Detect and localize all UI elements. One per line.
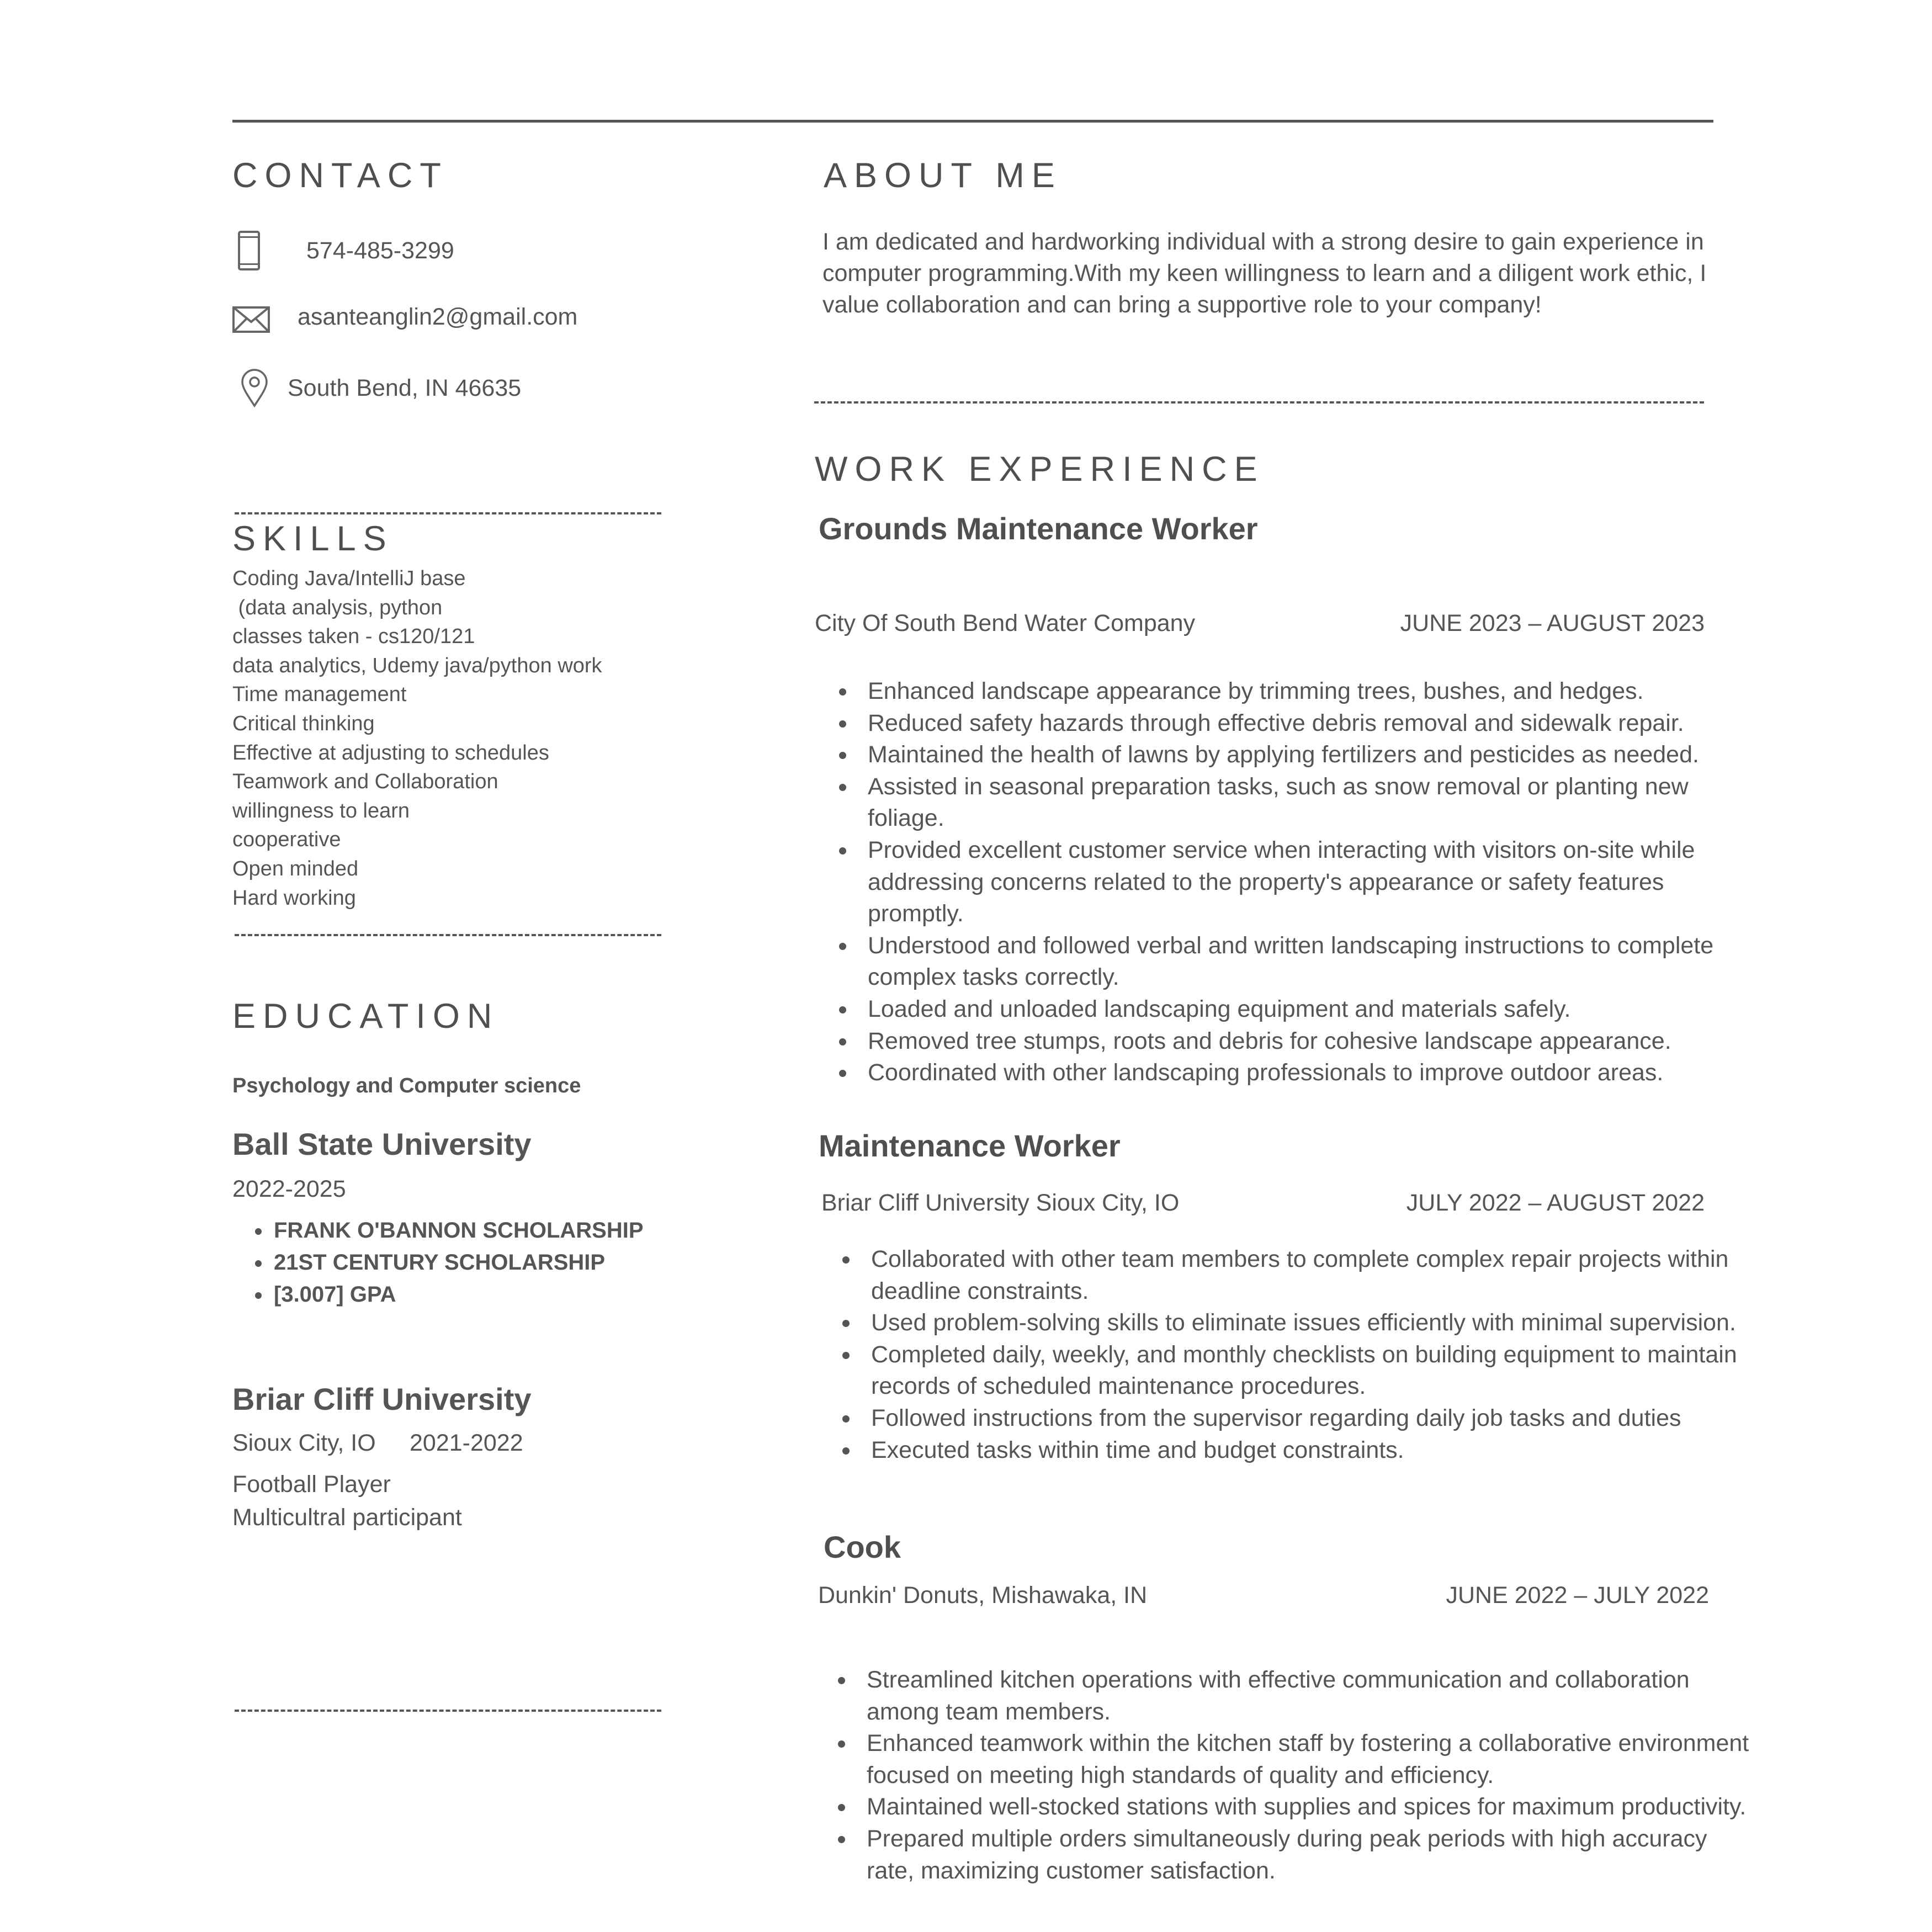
job-bullet: • Assisted in seasonal preparation tasks, such as snow removal or planting new foliage. — [857, 771, 1740, 835]
skill-item: Effective at adjusting to schedules — [232, 741, 549, 765]
contact-phone-row — [232, 231, 454, 270]
skill-item: willingness to learn — [232, 799, 410, 822]
contact-phone: 574-485-3299 — [306, 237, 454, 264]
job-bullets — [827, 1664, 1750, 1887]
school-years: 2021-2022 — [410, 1430, 523, 1456]
job-bullet: • Removed tree stumps, roots and debris for cohesive landscape appearance. — [857, 1026, 1740, 1058]
contact-location: South Bend, IN 46635 — [288, 374, 522, 401]
contact-divider — [235, 512, 661, 514]
job-title: Maintenance Worker — [819, 1128, 1121, 1163]
skill-item: Hard working — [232, 886, 356, 910]
mail-icon — [232, 306, 266, 328]
about-text: I am dedicated and hardworking individual with a strong desire to gain experience in computer programming.With my keen willingness to learn and a diligent work ethic, I value collaboration and can bring a supportive role to your company! — [822, 229, 1707, 318]
job-bullet: • Maintained well-stocked stations with supplies and spices for maximum productivity. — [856, 1791, 1750, 1823]
about-heading: ABOUT ME — [824, 156, 1062, 195]
education-field: Psychology and Computer science — [232, 1074, 581, 1097]
job-company: City Of South Bend Water Company — [815, 610, 1196, 636]
education-heading: EDUCATION — [232, 997, 500, 1036]
job-bullet: • Enhanced teamwork within the kitchen staff by fostering a collaborative environment focused on meeting high standards of quality and efficiency. — [856, 1728, 1750, 1791]
skill-item: (data analysis, python — [232, 596, 443, 619]
job-bullet: • Prepared multiple orders simultaneously during peak periods with high accuracy rate, maximizing customer satisfaction. — [856, 1823, 1750, 1887]
skill-item: Teamwork and Collaboration — [232, 770, 498, 794]
school-activity: Football Player — [232, 1471, 391, 1498]
job-dates: JUNE 2022 – JULY 2022 — [1446, 1582, 1709, 1609]
school-activity: Multicultral participant — [232, 1504, 462, 1531]
skill-item: classes taken - cs120/121 — [232, 625, 475, 649]
job-title: Grounds Maintenance Worker — [819, 511, 1258, 546]
job-bullets — [831, 1244, 1743, 1466]
school-name: Ball State University — [232, 1127, 532, 1161]
education-divider — [235, 1710, 661, 1712]
skills-list — [232, 564, 602, 912]
skill-item: Open minded — [232, 857, 359, 880]
top-divider — [232, 120, 1713, 123]
skill-item: Coding Java/IntelliJ base — [232, 567, 466, 590]
job-bullet: • Used problem-solving skills to eliminate issues efficiently with minimal supervision. — [860, 1307, 1743, 1339]
work-heading: WORK EXPERIENCE — [815, 450, 1265, 489]
job-bullets — [828, 676, 1740, 1089]
school-years: 2022-2025 — [232, 1176, 346, 1202]
job-dates: JUNE 2023 – AUGUST 2023 — [1400, 610, 1705, 636]
contact-email: asanteanglin2@gmail.com — [298, 304, 578, 330]
job-company: Dunkin' Donuts, Mishawaka, IN — [818, 1582, 1148, 1609]
skills-heading: SKILLS — [232, 519, 394, 558]
job-bullet: • Provided excellent customer service when interacting with visitors on-site while addressing concerns related to the property's appearance or safety features promptly. — [857, 835, 1740, 930]
job-bullet: • Collaborated with other team members to complete complex repair projects within deadline constraints. — [860, 1244, 1743, 1307]
job-bullet: • Executed tasks within time and budget constraints. — [860, 1435, 1743, 1467]
job-bullet: • Completed daily, weekly, and monthly checklists on building equipment to maintain records of scheduled maintenance procedures. — [860, 1339, 1743, 1403]
skill-item: Time management — [232, 683, 407, 707]
job-bullet: • Reduced safety hazards through effective debris removal and sidewalk repair. — [857, 708, 1740, 740]
honor-item: • [3.007] GPA — [272, 1278, 644, 1310]
honors-list — [243, 1214, 644, 1310]
honor-item: • 21ST CENTURY SCHOLARSHIP — [272, 1246, 644, 1278]
skill-item: data analytics, Udemy java/python work — [232, 654, 602, 677]
job-title: Cook — [824, 1530, 901, 1564]
job-bullet: • Followed instructions from the supervisor regarding daily job tasks and duties — [860, 1403, 1743, 1435]
contact-email-row — [232, 304, 577, 331]
contact-location-row — [232, 369, 521, 407]
location-pin-icon — [240, 369, 269, 407]
contact-heading: CONTACT — [232, 156, 448, 195]
job-dates: JULY 2022 – AUGUST 2022 — [1406, 1190, 1705, 1216]
job-bullet: • Enhanced landscape appearance by trimming trees, bushes, and hedges. — [857, 676, 1740, 708]
skills-divider — [235, 934, 661, 936]
job-bullet: • Streamlined kitchen operations with effective communication and collaboration among team members. — [856, 1664, 1750, 1728]
school-location: Sioux City, IO — [232, 1430, 376, 1456]
job-bullet: • Understood and followed verbal and written landscaping instructions to complete complex tasks correctly. — [857, 930, 1740, 994]
skill-item: cooperative — [232, 828, 341, 852]
job-company: Briar Cliff University Sioux City, IO — [821, 1190, 1180, 1216]
phone-icon — [238, 231, 260, 270]
school-name: Briar Cliff University — [232, 1382, 532, 1416]
about-divider — [814, 401, 1704, 404]
job-bullet: • Loaded and unloaded landscaping equipment and materials safely. — [857, 994, 1740, 1026]
skill-item: Critical thinking — [232, 712, 375, 735]
job-bullet: • Maintained the health of lawns by applying fertilizers and pesticides as needed. — [857, 739, 1740, 771]
honor-item: • FRANK O'BANNON SCHOLARSHIP — [272, 1214, 644, 1246]
job-bullet: • Coordinated with other landscaping professionals to improve outdoor areas. — [857, 1057, 1740, 1089]
